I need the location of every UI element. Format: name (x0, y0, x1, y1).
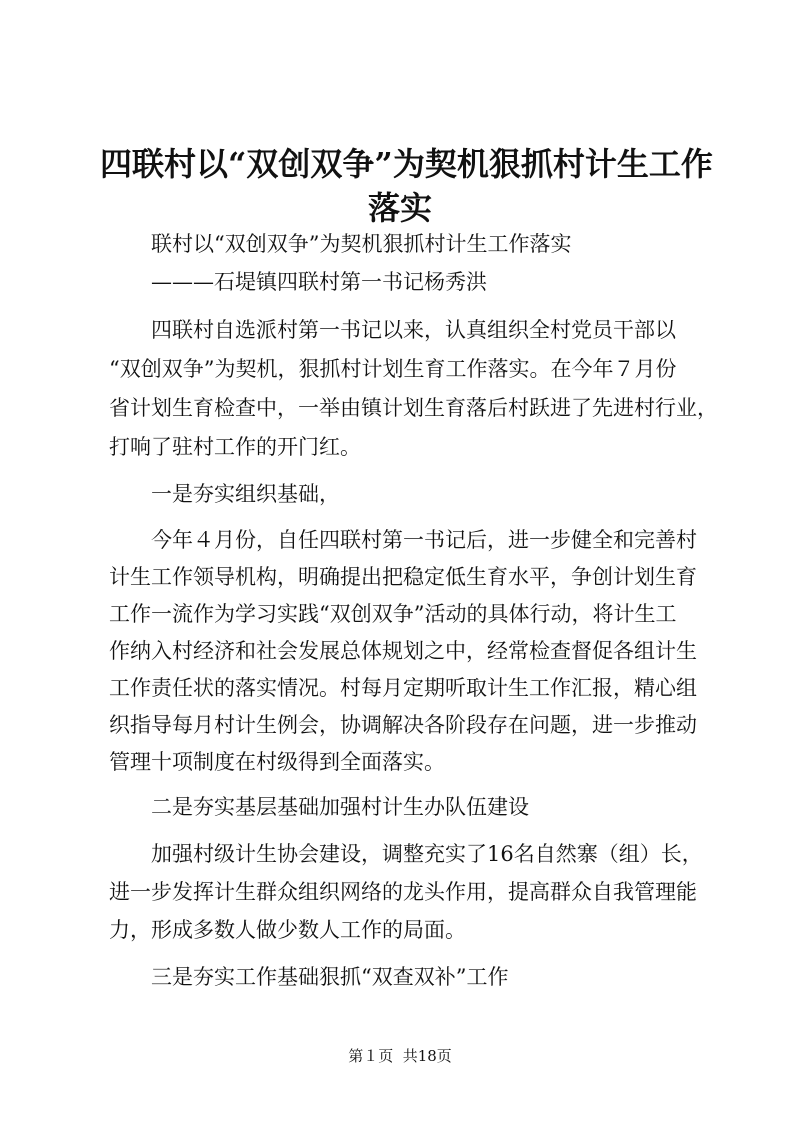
section-heading-2: 二是夯实基层基础加强村计生办队伍建设 (151, 795, 529, 819)
section-heading-1: 一是夯实组织基础， (151, 482, 340, 506)
paragraph-2-line-6: 织指导每月村计生例会，协调解决各阶段存在问题，进一步推动 (109, 713, 697, 737)
paragraph-2-line-1: 今年４月份，自任四联村第一书记后，进一步健全和完善村 (151, 528, 697, 552)
section-heading-3: 三是夯实工作基础狠抓“双查双补”工作 (151, 965, 509, 989)
paragraph-3-line-2: 进一步发挥计生群众组织网络的龙头作用，提高群众自我管理能 (109, 880, 697, 904)
page-footer: 第１页 共18页 (348, 1047, 452, 1065)
paragraph-2-line-4: 作纳入村经济和社会发展总体规划之中，经常检查督促各组计生 (109, 639, 697, 663)
paragraph-2-line-7: 管理十项制度在村级得到全面落实。 (109, 750, 445, 774)
paragraph-2-line-5: 工作责任状的落实情况。村每月定期听取计生工作汇报，精心组 (109, 676, 697, 700)
document-title-line-2: 落实 (367, 189, 432, 227)
paragraph-3-line-1: 加强村级计生协会建设，调整充实了16名自然寨（组）长， (151, 842, 703, 866)
paragraph-1-line-4: 打响了驻村工作的开门红。 (109, 435, 361, 459)
paragraph-2-line-2: 计生工作领导机构，明确提出把稳定低生育水平，争创计划生育 (109, 565, 697, 589)
paragraph-1-line-3: 省计划生育检查中，一举由镇计划生育落后村跃进了先进村行业， (109, 396, 718, 420)
paragraph-1-line-1: 四联村自选派村第一书记以来，认真组织全村党员干部以 (151, 318, 676, 342)
subtitle: 联村以“双创双争”为契机狠抓村计生工作落实 (151, 232, 572, 256)
paragraph-1-line-2: “双创双争”为契机，狠抓村计划生育工作落实。在今年７月份 (109, 357, 677, 381)
paragraph-3-line-3: 力，形成多数人做少数人工作的局面。 (109, 918, 466, 942)
byline: ———石堤镇四联村第一书记杨秀洪 (151, 270, 487, 294)
document-title-line-1: 四联村以“双创双争”为契机狠抓村计生工作 (100, 145, 713, 183)
paragraph-2-line-3: 工作一流作为学习实践“双创双争”活动的具体行动，将计生工 (109, 602, 677, 626)
